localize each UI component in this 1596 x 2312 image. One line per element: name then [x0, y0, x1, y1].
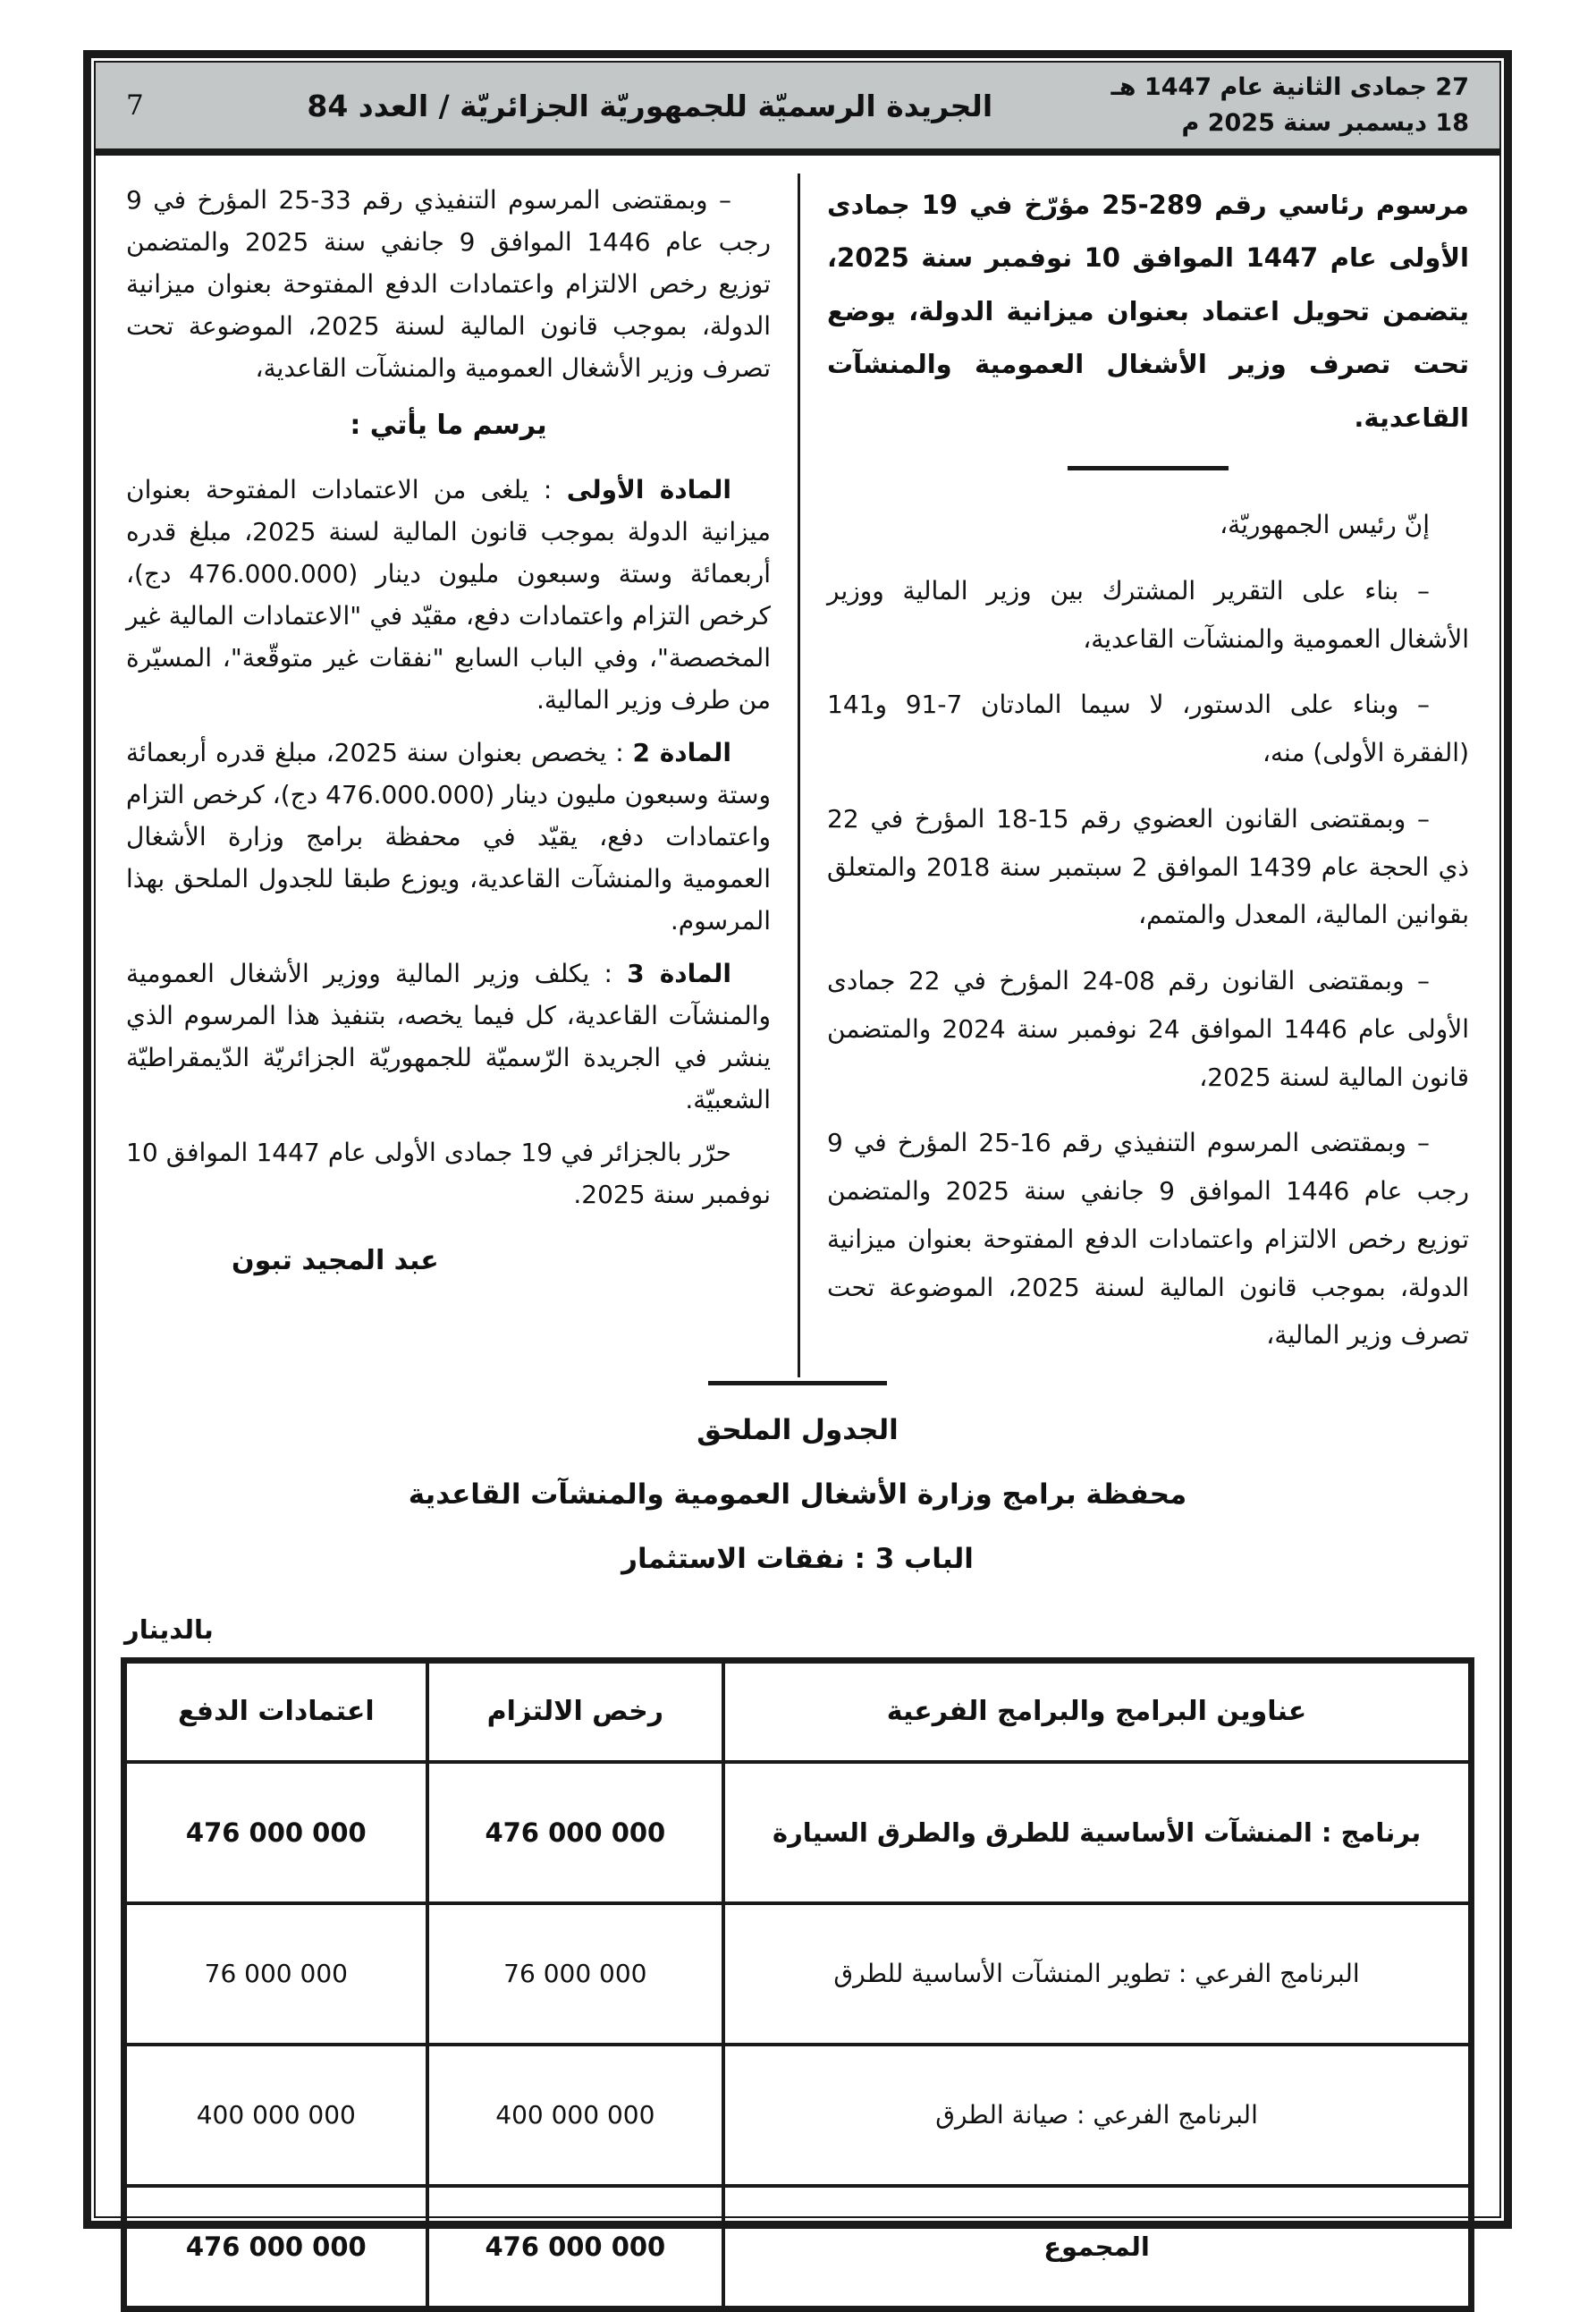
program-payment-cell: 476 000 000 — [124, 1762, 427, 1903]
considerant-4: – وبمقتضى القانون رقم 08-24 المؤرخ في 22 جمادى الأولى عام 1446 الموافق 24 نوفمبر سنة 2024 والمتضمن قانون المالية لسنة 2025، — [827, 966, 1470, 1092]
header-dates — [1111, 70, 1469, 142]
article-2-label: المادة 2 — [632, 737, 731, 767]
subprogram-1-payment-cell: 76 000 000 — [124, 1903, 427, 2045]
total-commitment-cell: 476 000 000 — [427, 2186, 724, 2309]
currency-note: بالدينار — [124, 1613, 214, 1645]
annex-section — [121, 1381, 1474, 2312]
subprogram-1-title-cell: البرنامج الفرعي : تطوير المنشآت الأساسية للطرق — [723, 1903, 1471, 2045]
considerant-5: – وبمقتضى المرسوم التنفيذي رقم 16-25 المؤرخ في 9 رجب عام 1446 الموافق 9 جانفي سنة 2025 والمتضمن توزيع رخص الالتزام واعتمادات الدفع المفتوحة بعنوان ميزانية الدولة، بموجب قانون المالية لسنة 2025، الموضوعة تحت تصرف وزير المالية، — [827, 1128, 1470, 1351]
annex-chapter: الباب 3 : نفقات الاستثمار — [621, 1542, 974, 1575]
subprogram-2-payment-cell: 400 000 000 — [124, 2045, 427, 2186]
total-payment-cell: 476 000 000 — [124, 2186, 427, 2309]
annex-subtitle: محفظة برامج وزارة الأشغال العمومية والمنشآت القاعدية — [408, 1478, 1187, 1512]
table-row-subprogram-2 — [124, 2045, 1472, 2186]
header-band — [96, 63, 1499, 156]
president-signature: عبد المجيد تبون — [232, 1245, 439, 1277]
subprogram-2-title-cell: البرنامج الفرعي : صيانة الطرق — [723, 2045, 1471, 2186]
article-2-text: : يخصص بعنوان سنة 2025، مبلغ قدره أربعمائة وستة وسبعون مليون دينار (476.000.000 دج)، كرخص التزام واعتمادات دفع، يقيّد في محفظة برامج وزارة الأشغال العمومية والمنشآت القاعدية، ويوزع طبقا للجدول الملحق بهذا المرسوم. — [126, 737, 772, 936]
page-frame — [83, 50, 1512, 2262]
preamble-intro: إنّ رئيس الجمهوريّة، — [1220, 510, 1430, 540]
title-separator-rule — [1068, 466, 1229, 470]
article-3-label: المادة 3 — [627, 958, 731, 988]
total-title-cell: المجموع — [723, 2186, 1471, 2309]
decree-title: مرسوم رئاسي رقم 289-25 مؤرّخ في 19 جمادى الأولى عام 1447 الموافق 10 نوفمبر سنة 2025، يتضمن تحويل اعتماد بعنوان ميزانية الدولة، يوضع تحت تصرف وزير الأشغال العمومية والمنشآت القاعدية. — [827, 190, 1469, 433]
considerant-2: – وبناء على الدستور، لا سيما المادتان 7-91 و141 (الفقرة الأولى) منه، — [827, 690, 1469, 768]
program-title-cell: برنامج : المنشآت الأساسية للطرق والطرق السيارة — [723, 1762, 1471, 1903]
article-3 — [126, 953, 771, 1121]
page-content — [96, 156, 1499, 2312]
table-header-row — [124, 1660, 1472, 1762]
page-inner-frame — [94, 61, 1501, 2262]
annex-table — [121, 1657, 1474, 2312]
program-commitment-cell: 476 000 000 — [427, 1762, 724, 1903]
article-1-text: : يلغى من الاعتمادات المفتوحة بعنوان ميزانية الدولة بموجب قانون المالية لسنة 2025، مبلغ قدره أربعمائة وستة وسبعون مليون دينار (476.000.000 دج)، كرخص التزام واعتمادات دفع، مقيّد في "الاعتمادات المالية غير المخصصة"، وفي الباب السابع "نفقات غير متوقّعة"، المسيّرة من طرف وزير المالية. — [126, 474, 772, 715]
annex-title: الجدول الملحق — [697, 1414, 899, 1447]
table-row-subprogram-1 — [124, 1903, 1472, 2045]
article-1-label: المادة الأولى — [566, 474, 731, 504]
annex-separator-rule — [708, 1381, 887, 1385]
page-number: 7 — [126, 89, 144, 122]
table-row-program — [124, 1762, 1472, 1903]
column-right — [798, 174, 1474, 1377]
journal-title: الجريدة الرسميّة للجمهوريّة الجزائريّة / العدد 84 — [307, 88, 993, 123]
done-at-clause: حرّر بالجزائر في 19 جمادى الأولى عام 1447 الموافق 10 نوفمبر سنة 2025. — [126, 1138, 771, 1210]
considerant-1: – بناء على التقرير المشترك بين وزير المالية ووزير الأشغال العمومية والمنشآت القاعدية، — [827, 575, 1469, 654]
table-row-total — [124, 2186, 1472, 2309]
column-left — [121, 174, 798, 1377]
col-header-payment: اعتمادات الدفع — [124, 1660, 427, 1762]
subprogram-1-commitment-cell: 76 000 000 — [427, 1903, 724, 2045]
considerant-6: – وبمقتضى المرسوم التنفيذي رقم 33-25 المؤرخ في 9 رجب عام 1446 الموافق 9 جانفي سنة 2025 والمتضمن توزيع رخص الالتزام واعتمادات الدفع المفتوحة بعنوان ميزانية الدولة، بموجب قانون المالية لسنة 2025، الموضوعة تحت تصرف وزير الأشغال العمومية والمنشآت القاعدية، — [126, 185, 772, 384]
considerant-3: – وبمقتضى القانون العضوي رقم 15-18 المؤرخ في 22 ذي الحجة عام 1439 الموافق 2 سبتمبر سنة 2018 والمتعلق بقوانين المالية، المعدل والمتمم، — [827, 803, 1469, 930]
two-column-body — [121, 174, 1474, 1377]
gregorian-date: 18 ديسمبر سنة 2025 م — [1181, 109, 1469, 137]
article-1 — [126, 469, 771, 721]
col-header-commitment: رخص الالتزام — [427, 1660, 724, 1762]
article-3-text: : يكلف وزير المالية ووزير الأشغال العمومية والمنشآت القاعدية، كل فيما يخصه، بتنفيذ هذا المرسوم الذي ينشر في الجريدة الرّسميّة للجمهوريّة الجزائريّة الدّيمقراطيّة الشعبيّة. — [126, 958, 771, 1114]
hijri-date: 27 جمادى الثانية عام 1447 هـ — [1110, 72, 1469, 101]
col-header-program-titles: عناوين البرامج والبرامج الفرعية — [723, 1660, 1471, 1762]
subprogram-2-commitment-cell: 400 000 000 — [427, 2045, 724, 2186]
enactment-clause: يرسم ما يأتي : — [350, 410, 547, 442]
article-2 — [126, 732, 771, 942]
